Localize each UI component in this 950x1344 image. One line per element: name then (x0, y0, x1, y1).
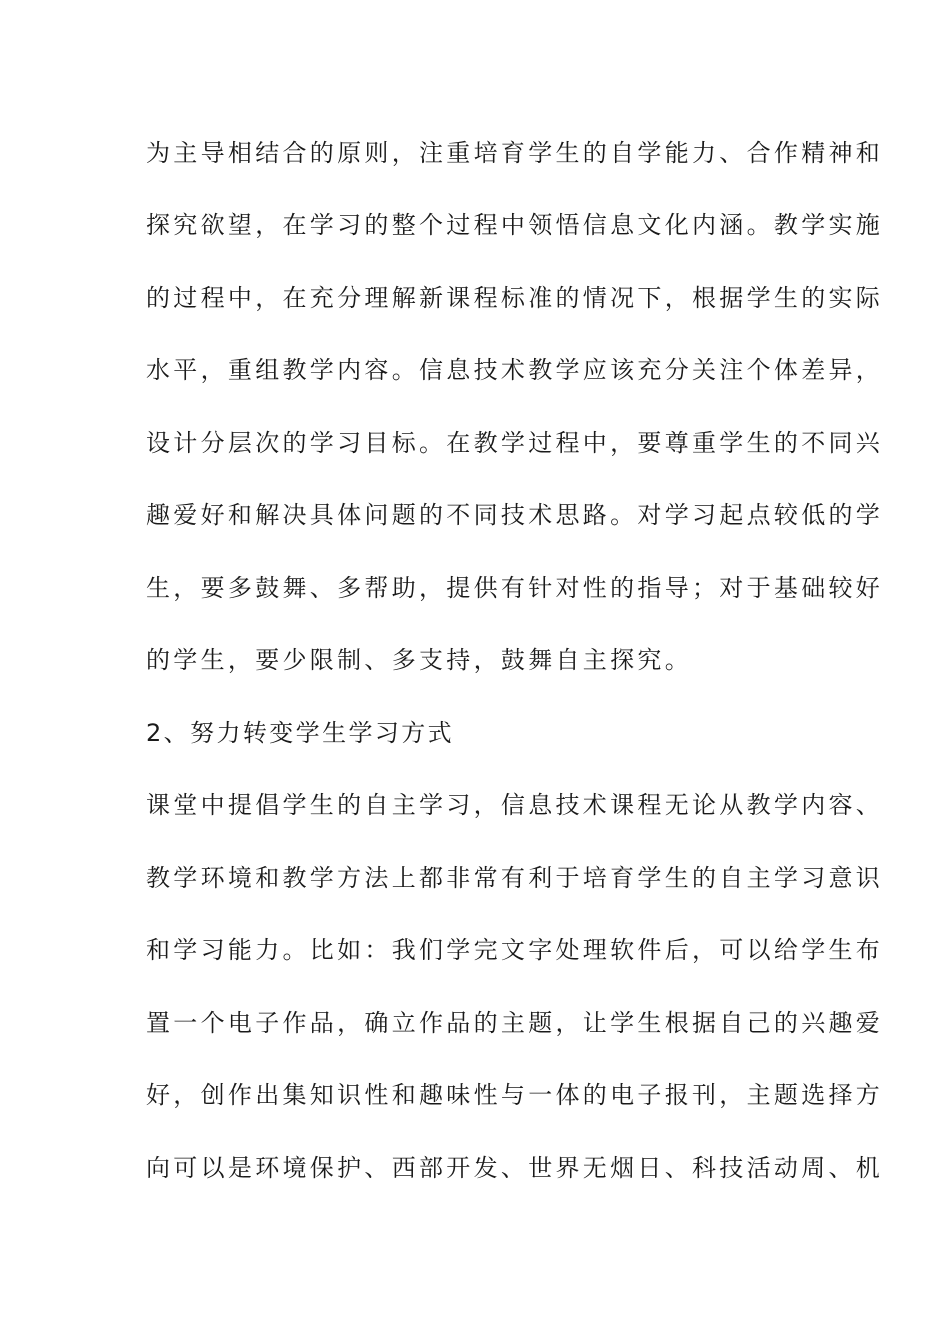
paragraph-line: 教学环境和教学方法上都非常有利于培育学生的自主学习意识 (146, 864, 884, 892)
paragraph-line: 的学生，要少限制、多支持，鼓舞自主探究。 (146, 646, 692, 674)
paragraph-line: 和学习能力。比如：我们学完文字处理软件后，可以给学生布 (146, 936, 884, 964)
paragraph-line: 生，要多鼓舞、多帮助，提供有针对性的指导；对于基础较好 (146, 574, 884, 602)
paragraph-line: 向可以是环境保护、西部开发、世界无烟日、科技活动周、机 (146, 1154, 884, 1182)
paragraph-line: 水平，重组教学内容。信息技术教学应该充分关注个体差异， (146, 356, 884, 384)
paragraph-line: 设计分层次的学习目标。在教学过程中，要尊重学生的不同兴 (146, 429, 884, 457)
paragraph-line: 置一个电子作品，确立作品的主题，让学生根据自己的兴趣爱 (146, 1009, 884, 1037)
paragraph-line: 课堂中提倡学生的自主学习，信息技术课程无论从教学内容、 (146, 791, 884, 819)
paragraph-line: 探究欲望，在学习的整个过程中领悟信息文化内涵。教学实施 (146, 211, 884, 239)
paragraph-line: 趣爱好和解决具体问题的不同技术思路。对学习起点较低的学 (146, 501, 884, 529)
paragraph-line: 好，创作出集知识性和趣味性与一体的电子报刊，主题选择方 (146, 1081, 884, 1109)
paragraph-line: 的过程中，在充分理解新课程标准的情况下，根据学生的实际 (146, 284, 884, 312)
paragraph-line: 为主导相结合的原则，注重培育学生的自学能力、合作精神和 (146, 139, 884, 167)
section-heading: 2、努力转变学生学习方式 (146, 719, 455, 747)
